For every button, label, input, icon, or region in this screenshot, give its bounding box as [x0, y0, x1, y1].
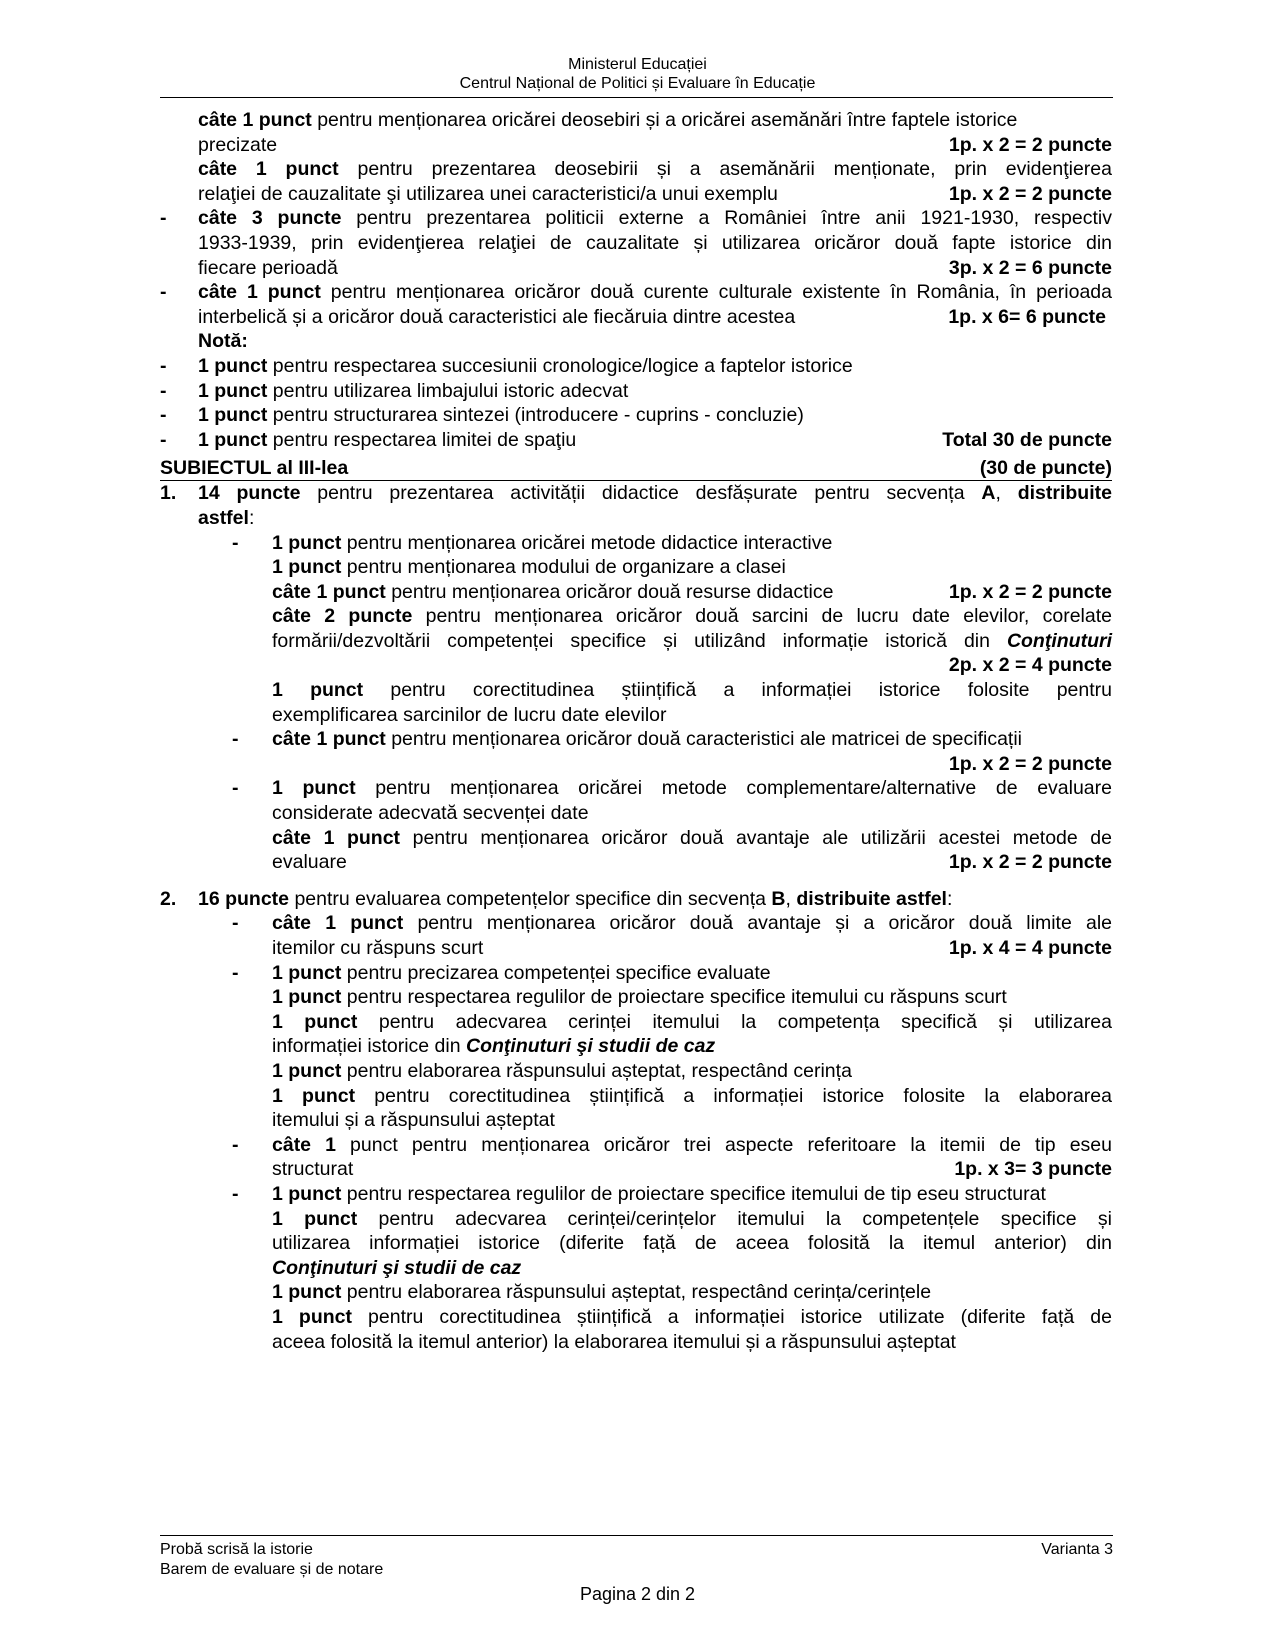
text-line: itemului și a răspunsului așteptat: [272, 1109, 555, 1132]
text-line: formării/dezvoltării competenței specifice și utilizând informație istorică din Conţinuturi: [272, 629, 1112, 652]
note-heading: Notă:: [198, 330, 248, 353]
text-line: [160, 752, 1112, 777]
points-label: 1p. x 2 = 2 puncte: [948, 851, 1112, 874]
section-2-heading: 2. 16 puncte pentru evaluarea competențelor specifice din secvența B, distribuite astfel:: [160, 887, 953, 910]
text-line: astfel:: [198, 506, 255, 529]
points-label: 1p. x 2 = 2 puncte: [948, 182, 1112, 205]
text-line: 1 punct pentru elaborarea răspunsului așteptat, respectând cerința/cerințele: [272, 1281, 932, 1304]
header-ministry: Ministerul Educației: [568, 56, 707, 73]
list-item: - 1 punct pentru respectarea succesiunii cronologice/logice a faptelor istorice: [160, 354, 853, 377]
footer-doc-name: Barem de evaluare și de notare: [160, 1561, 384, 1578]
text-line: [160, 653, 1112, 678]
list-item: - 1 punct pentru respectarea regulilor de proiectare specifice itemului de tip eseu structurat: [232, 1182, 1046, 1205]
text-line: 1 punct pentru elaborarea răspunsului așteptat, respectând cerința: [272, 1059, 852, 1082]
subject-points: (30 de puncte): [979, 457, 1112, 480]
text-line: 1 punct pentru respectarea regulilor de proiectare specifice itemului cu răspuns scurt: [272, 986, 1007, 1009]
text-line: câte 1 punct pentru menționarea oricăror două avantaje ale utilizării acestei metode de: [272, 826, 1112, 849]
text-line: câte 1 punct pentru menționarea oricăror două resurse didactice 1p. x 2 = 2 puncte: [272, 580, 1112, 603]
text-line: câte 1 punct pentru menționarea oricărei deosebiri și a oricărei asemănări între faptele istorice: [198, 109, 1018, 131]
list-item: - 1 punct pentru utilizarea limbajului istoric adecvat: [160, 379, 629, 402]
text-line: fiecare perioadă 3p. x 2 = 6 puncte: [198, 256, 1112, 279]
list-item: - 1 punct pentru respectarea limitei de spaţiu Total 30 de puncte: [160, 428, 1112, 451]
text-line: câte 1 punct pentru prezentarea deosebirii și a asemănării menționate, prin evidenţierea: [198, 158, 1112, 181]
page-number: Pagina 2 din 2: [579, 1584, 696, 1604]
text-line: interbelică și a oricăror două caracteristici ale fiecăruia dintre acestea 1p. x 6= 6 puncte: [198, 305, 1106, 328]
list-item: - câte 1 punct pentru menționarea oricăror două curente culturale existente în România, în perioada: [160, 281, 1112, 304]
points-label: 1p. x 4 = 4 puncte: [948, 937, 1112, 959]
footer-divider: [160, 1535, 1113, 1536]
text-line: evaluare 1p. x 2 = 2 puncte: [272, 851, 1112, 874]
text-line: 1 punct pentru adecvarea cerinței itemului la competența specifică și utilizarea: [272, 1010, 1113, 1033]
footer-exam-name: Probă scrisă la istorie: [160, 1541, 313, 1558]
list-item: - 1 punct pentru menționarea oricărei metode didactice interactive: [232, 531, 833, 554]
grading-content: [160, 108, 1112, 1354]
header-divider: [160, 97, 1113, 98]
text-line: utilizarea informației istorice (diferite față de aceea folosită la itemul anterior) din: [272, 1232, 1112, 1255]
text-line: considerate adecvată secvenței date: [272, 802, 589, 825]
list-item: - câte 1 punct pentru menționarea oricăror două avantaje și a oricăror două limite ale: [232, 912, 1112, 935]
list-item: - 1 punct pentru menționarea oricărei metode complementare/alternative de evaluare: [232, 777, 1112, 800]
text-line: structurat 1p. x 3= 3 puncte: [272, 1158, 1112, 1181]
list-item: - câte 1 punct pentru menționarea oricăror trei aspecte referitoare la itemii de tip eseu: [232, 1133, 1112, 1156]
points-label: 1p. x 6= 6 puncte: [948, 305, 1106, 328]
header-center: Centrul Național de Politici și Evaluare în Educație: [459, 75, 816, 92]
footer-variant: Varianta 3: [1041, 1541, 1113, 1558]
page-header: [0, 55, 1275, 93]
text-line: câte 2 puncte pentru menționarea oricăror două sarcini de lucru date elevilor, corelate: [272, 605, 1112, 628]
points-label: 1p. x 3= 3 puncte: [954, 1158, 1112, 1181]
subject-title: SUBIECTUL al III-lea: [160, 457, 349, 480]
text-line: 1 punct pentru corectitudinea științifică a informației istorice folosite la elaborarea: [272, 1084, 1112, 1107]
text-line: itemilor cu răspuns scurt 1p. x 4 = 4 puncte: [272, 937, 1112, 959]
text-line: aceea folosită la itemul anterior) la elaborarea itemului și a răspunsului așteptat: [272, 1330, 956, 1353]
list-item: - 1 punct pentru precizarea competenței specifice evaluate: [232, 961, 771, 984]
text-line: precizate 1p. x 2 = 2 puncte: [198, 133, 1112, 156]
text-line: relaţiei de cauzalitate şi utilizarea unei caracteristici/a unui exemplu 1p. x 2 = 2 puncte: [198, 182, 1112, 205]
points-label: 1p. x 2 = 2 puncte: [948, 133, 1112, 156]
list-item: - câte 3 puncte pentru prezentarea politicii externe a României între anii 1921-1930, respectiv: [160, 207, 1112, 230]
footer-left: [160, 1540, 383, 1580]
total-label: Total 30 de puncte: [942, 428, 1112, 451]
list-item: - 1 punct pentru structurarea sintezei (introducere - cuprins - concluzie): [160, 404, 804, 427]
points-label: 2p. x 2 = 4 puncte: [948, 654, 1112, 677]
text-line: 1 punct pentru adecvarea cerinței/cerințelor itemului la competențele specifice și: [272, 1207, 1112, 1230]
text-line: Conţinuturi şi studii de caz: [272, 1256, 522, 1279]
text-line: 1 punct pentru menționarea modului de organizare a clasei: [272, 556, 786, 579]
points-label: 1p. x 2 = 2 puncte: [948, 580, 1112, 603]
points-label: 1p. x 2 = 2 puncte: [948, 752, 1112, 775]
points-label: 3p. x 2 = 6 puncte: [948, 256, 1112, 279]
list-item: - câte 1 punct pentru menționarea oricăror două caracteristici ale matricei de specificații: [232, 728, 1023, 751]
subject-heading: [160, 456, 1112, 481]
text-line: 1 punct pentru corectitudinea științifică a informației istorice folosite pentru: [272, 679, 1112, 702]
section-1-heading: 1. 14 puncte pentru prezentarea activității didactice desfășurate pentru secvența A, distribuite: [160, 482, 1112, 505]
text-line: 1 punct pentru corectitudinea științifică a informației istorice utilizate (diferite față de: [272, 1305, 1112, 1328]
text-line: informației istorice din Conţinuturi şi studii de caz: [272, 1035, 716, 1058]
text-line: 1933-1939, prin evidenţierea relaţiei de cauzalitate și utilizarea oricăror două fapte istorice din: [198, 231, 1112, 254]
text-line: exemplificarea sarcinilor de lucru date elevilor: [272, 703, 667, 726]
